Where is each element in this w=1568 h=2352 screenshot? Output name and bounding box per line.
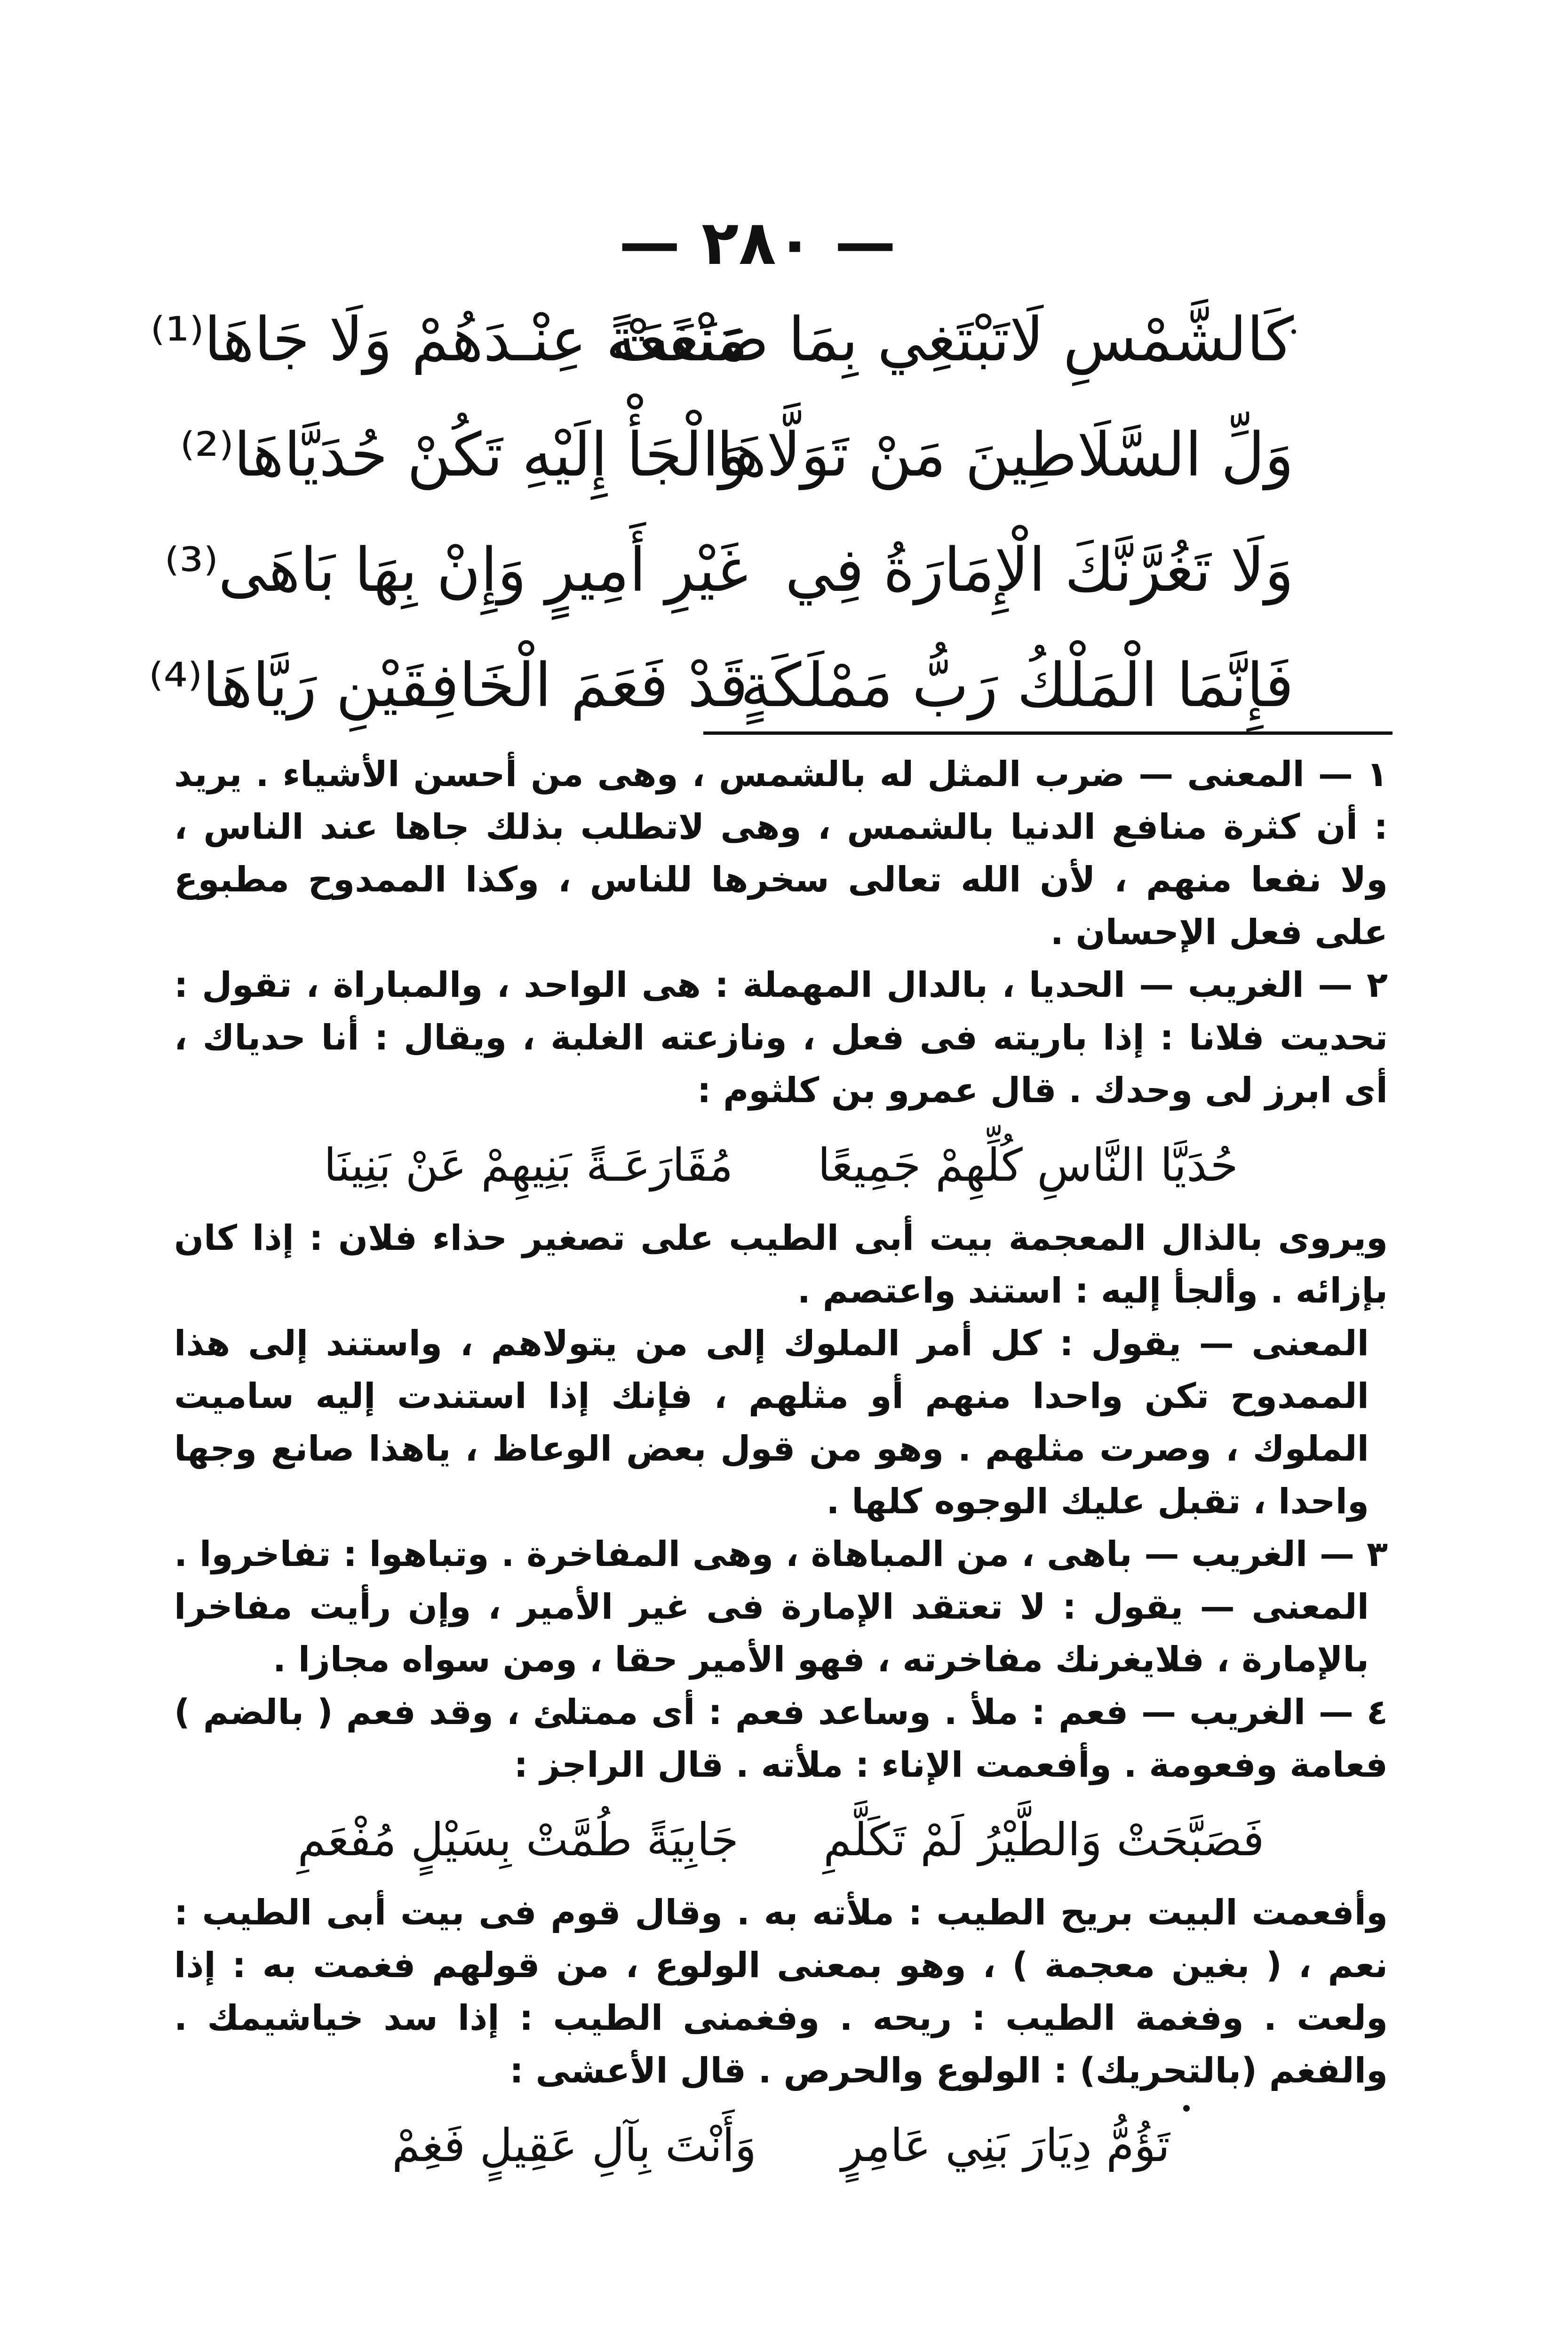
footnote-divider: [703, 731, 1393, 735]
quote-rajiz: [174, 1804, 1388, 1875]
quote-amr-ibn-kulthum: [174, 1130, 1388, 1200]
ink-dot: [1183, 2105, 1190, 2112]
verse-1-second-hemistich: مَنْفَعَةً عِنْـدَهُمْ وَلَا جَاهَا⁽¹⁾: [150, 305, 748, 375]
verse-1: [150, 282, 1294, 397]
verse-1-first-hemistich: كَالشَّمْسِ لَاتَبْتَغِي بِمَا صَنَعَتْ: [611, 305, 1294, 375]
quote-1-second-hemistich: مُقَارَعَـةً بَنِيهِمْ عَنْ بَنِينَا: [324, 1139, 733, 1192]
verse-4-first-hemistich: فَإِنَّمَا الْمَلْكُ رَبُّ مَمْلَكَةٍ: [740, 651, 1294, 721]
verse-4: [149, 628, 1294, 743]
verse-2: [180, 397, 1294, 513]
quote-2-first-hemistich: فَصَبَّحَتْ وَالطَّيْرُ لَمْ تَكَلَّمِ: [823, 1813, 1265, 1866]
note-2: ٢ — الغريب — الحديا ، بالدال المهملة : هى الواحد ، والمباراة ، تقول : تحديت فلانا : إذا باريته فى فعل ، ونازعته الغلبة ، ويقال : أنا حدياك ، أى ابرز لى وحدك . قال عمرو بن كلثوم :: [174, 965, 1388, 1111]
verse-2-first-hemistich: وَلِّ السَّلَاطِينَ مَنْ تَوَلَّاهَا: [716, 420, 1294, 490]
verse-3: [164, 513, 1294, 628]
note-2-variant: ويروى بالذال المعجمة بيت أبى الطيب على تصغير حذاء فلان : إذا كان بإزائه . وألجأ إليه : استند واعتصم .: [174, 1218, 1388, 1311]
quote-al-asha: [174, 2110, 1388, 2181]
quote-3-first-hemistich: تَؤُمُّ دِيَارَ بَنِي عَامِرٍ: [841, 2119, 1170, 2172]
verse-3-second-hemistich: غَيْرِ أَمِيرٍ وَإِنْ بِهَا بَاهَى⁽³⁾: [164, 535, 748, 605]
note-4: ٤ — الغريب — فعم : ملأ . وساعد فعم : أى ممتلئ ، وقد فعم ( بالضم ) فعامة وفعومة . وأفعمت الإناء : ملأته . قال الراجز :: [174, 1692, 1388, 1785]
verse-2-second-hemistich: وَالْجَأْ إِلَيْهِ تَكُنْ حُدَيَّاهَا⁽²⁾: [180, 420, 748, 490]
page-number: — ٢٨٠ —: [619, 207, 896, 278]
note-3-meaning: المعنى — يقول : لا تعتقد الإمارة فى غير الأمير ، وإن رأيت مفاخرا بالإمارة ، فلايغرنك مفاخرته ، فهو الأمير حقا ، ومن سواه مجازا .: [174, 1587, 1369, 1680]
note-4-continued: وأفعمت البيت بريح الطيب : ملأته به . وقال قوم فى بيت أبى الطيب : نعم ، ( بغين معجمة ) ، وهو بمعنى الولوع ، من قولهم فغمت به : إذا ولعت . وفغمة الطيب : ريحه . وفغمنى الطيب : إذا سد خياشيمك . والفغم (بالتحريك) : الولوع والحرص . قال الأعشى :: [174, 1892, 1388, 2091]
note-2-meaning: المعنى — يقول : كل أمر الملوك إلى من يتولاهم ، واستند إلى هذا الممدوح تكن واحدا منهم أو مثلهم ، فإنك إذا استندت إليه ساميت الملوك ، وصرت مثلهم . وهو من قول بعض الوعاظ ، ياهذا صانع وجها واحدا ، تقبل عليك الوجوه كلها .: [174, 1323, 1369, 1522]
poem-verses: [149, 282, 1294, 743]
quote-3-second-hemistich: وَأَنْتَ بِآلِ عَقِيلٍ فَغِمْ: [392, 2119, 756, 2172]
note-3: ٣ — الغريب — باهى ، من المباهاة ، وهى المفاخرة . وتباهوا : تفاخروا .: [174, 1534, 1388, 1574]
quote-1-first-hemistich: حُدَيَّا النَّاسِ كُلِّهِمْ جَمِيعًا: [818, 1139, 1238, 1192]
verse-3-first-hemistich: وَلَا تَغُرَّنَّكَ الْإِمَارَةُ فِي: [785, 535, 1294, 605]
verse-4-second-hemistich: قَدْ فَعَمَ الْخَافِقَيْنِ رَيَّاهَا⁽⁴⁾: [149, 651, 748, 721]
note-1: ١ — المعنى — ضرب المثل له بالشمس ، وهى من أحسن الأشياء . يريد : أن كثرة منافع الدنيا بالشمس ، وهى لاتطلب بذلك جاها عند الناس ، ولا نفعا منهم ، لأن الله تعالى سخرها للناس ، وكذا الممدوح مطبوع على فعل الإحسان .: [174, 754, 1388, 953]
quote-2-second-hemistich: جَابِيَةً طُمَّتْ بِسَيْلٍ مُفْعَمِ: [297, 1813, 739, 1866]
footnotes: [174, 748, 1388, 2192]
